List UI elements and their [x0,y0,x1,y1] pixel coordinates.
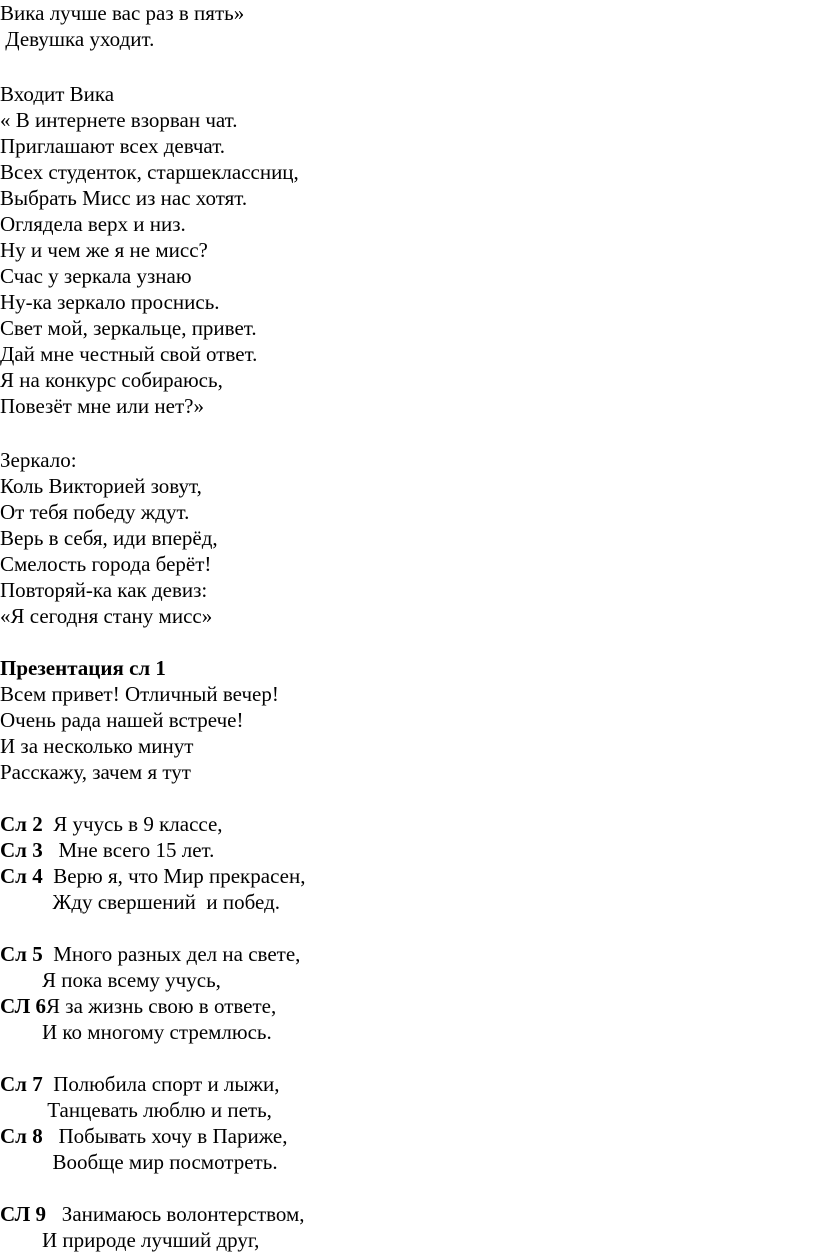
slide-line [0,1123,288,1150]
slide-text: Верю я, что Мир прекрасен, [42,864,306,888]
text-line: Я пока всему учусь, [0,968,221,992]
slide-label: Сл 2 [0,812,43,836]
text-line: Повезёт мне или нет?» [0,394,204,418]
slide-line [0,811,223,838]
text-line: Вика лучше вас раз в пять» [0,1,245,25]
slide-label: Сл 3 [0,838,43,862]
text-line: Очень рада нашей встрече! [0,708,244,732]
text-line: Жду свершений и побед. [0,890,281,914]
text-line: И ко многому стремлюсь. [0,1020,272,1044]
slide-line [0,941,300,968]
slide-label: СЛ 6 [0,994,47,1018]
text-line: Верь в себя, иди вперёд, [0,526,218,550]
text-line: Входит Вика [0,82,115,106]
slide-text: Много разных дел на свете, [42,942,301,966]
text-line: Вообще мир посмотреть. [0,1150,278,1174]
text-line: Приглашают всех девчат. [0,134,226,158]
text-line: Зеркало: [0,448,77,472]
text-line: Девушка уходит. [0,27,155,51]
text-line: «Я сегодня стану мисс» [0,604,213,628]
slide-line [0,837,214,864]
text-line: Оглядела верх и низ. [0,212,186,236]
slide-text: Полюбила спорт и лыжи, [42,1072,280,1096]
text-line: Всем привет! Отличный вечер! [0,682,279,706]
slide-text: Я учусь в 9 классе, [42,812,223,836]
text-line: Выбрать Мисс из нас хотят. [0,186,248,210]
text-line: И за несколько минут [0,734,194,758]
slide-label: Сл 4 [0,864,43,888]
text-line: Дай мне честный свой ответ. [0,342,258,366]
slide-line [0,863,305,890]
text-line: Всех студенток, старшеклассниц, [0,160,299,184]
text-line: От тебя победу ждут. [0,500,190,524]
slide-line [0,1201,305,1228]
text-line: « В интернете взорван чат. [0,108,238,132]
slide-text: Побывать хочу в Париже, [42,1124,288,1148]
text-line: Расскажу, зачем я тут [0,760,191,784]
slide-text: Занимаюсь волонтерством, [46,1202,305,1226]
text-line: Ну и чем же я не мисс? [0,238,208,262]
slide-label: Сл 8 [0,1124,43,1148]
slide-label: Сл 7 [0,1072,43,1096]
slide-line [0,1071,280,1098]
slide-text: Мне всего 15 лет. [42,838,215,862]
slide-label: СЛ 9 [0,1202,47,1226]
text-line: Повторяй-ка как девиз: [0,578,208,602]
slide-line [0,993,276,1020]
text-line: Танцевать люблю и петь, [0,1098,272,1122]
slide-label: Сл 5 [0,942,43,966]
text-line: Смелость города берёт! [0,552,212,576]
text-line: Свет мой, зеркальце, привет. [0,316,257,340]
slide-text: Я за жизнь свою в ответе, [46,994,277,1018]
text-line: Коль Викторией зовут, [0,474,202,498]
text-line: Счас у зеркала узнаю [0,264,192,288]
text-line: И природе лучший друг, [0,1228,260,1252]
text-line: Я на конкурс собираюсь, [0,368,223,392]
section-heading: Презентация сл 1 [0,656,166,680]
text-line: Ну-ка зеркало проснись. [0,290,220,314]
